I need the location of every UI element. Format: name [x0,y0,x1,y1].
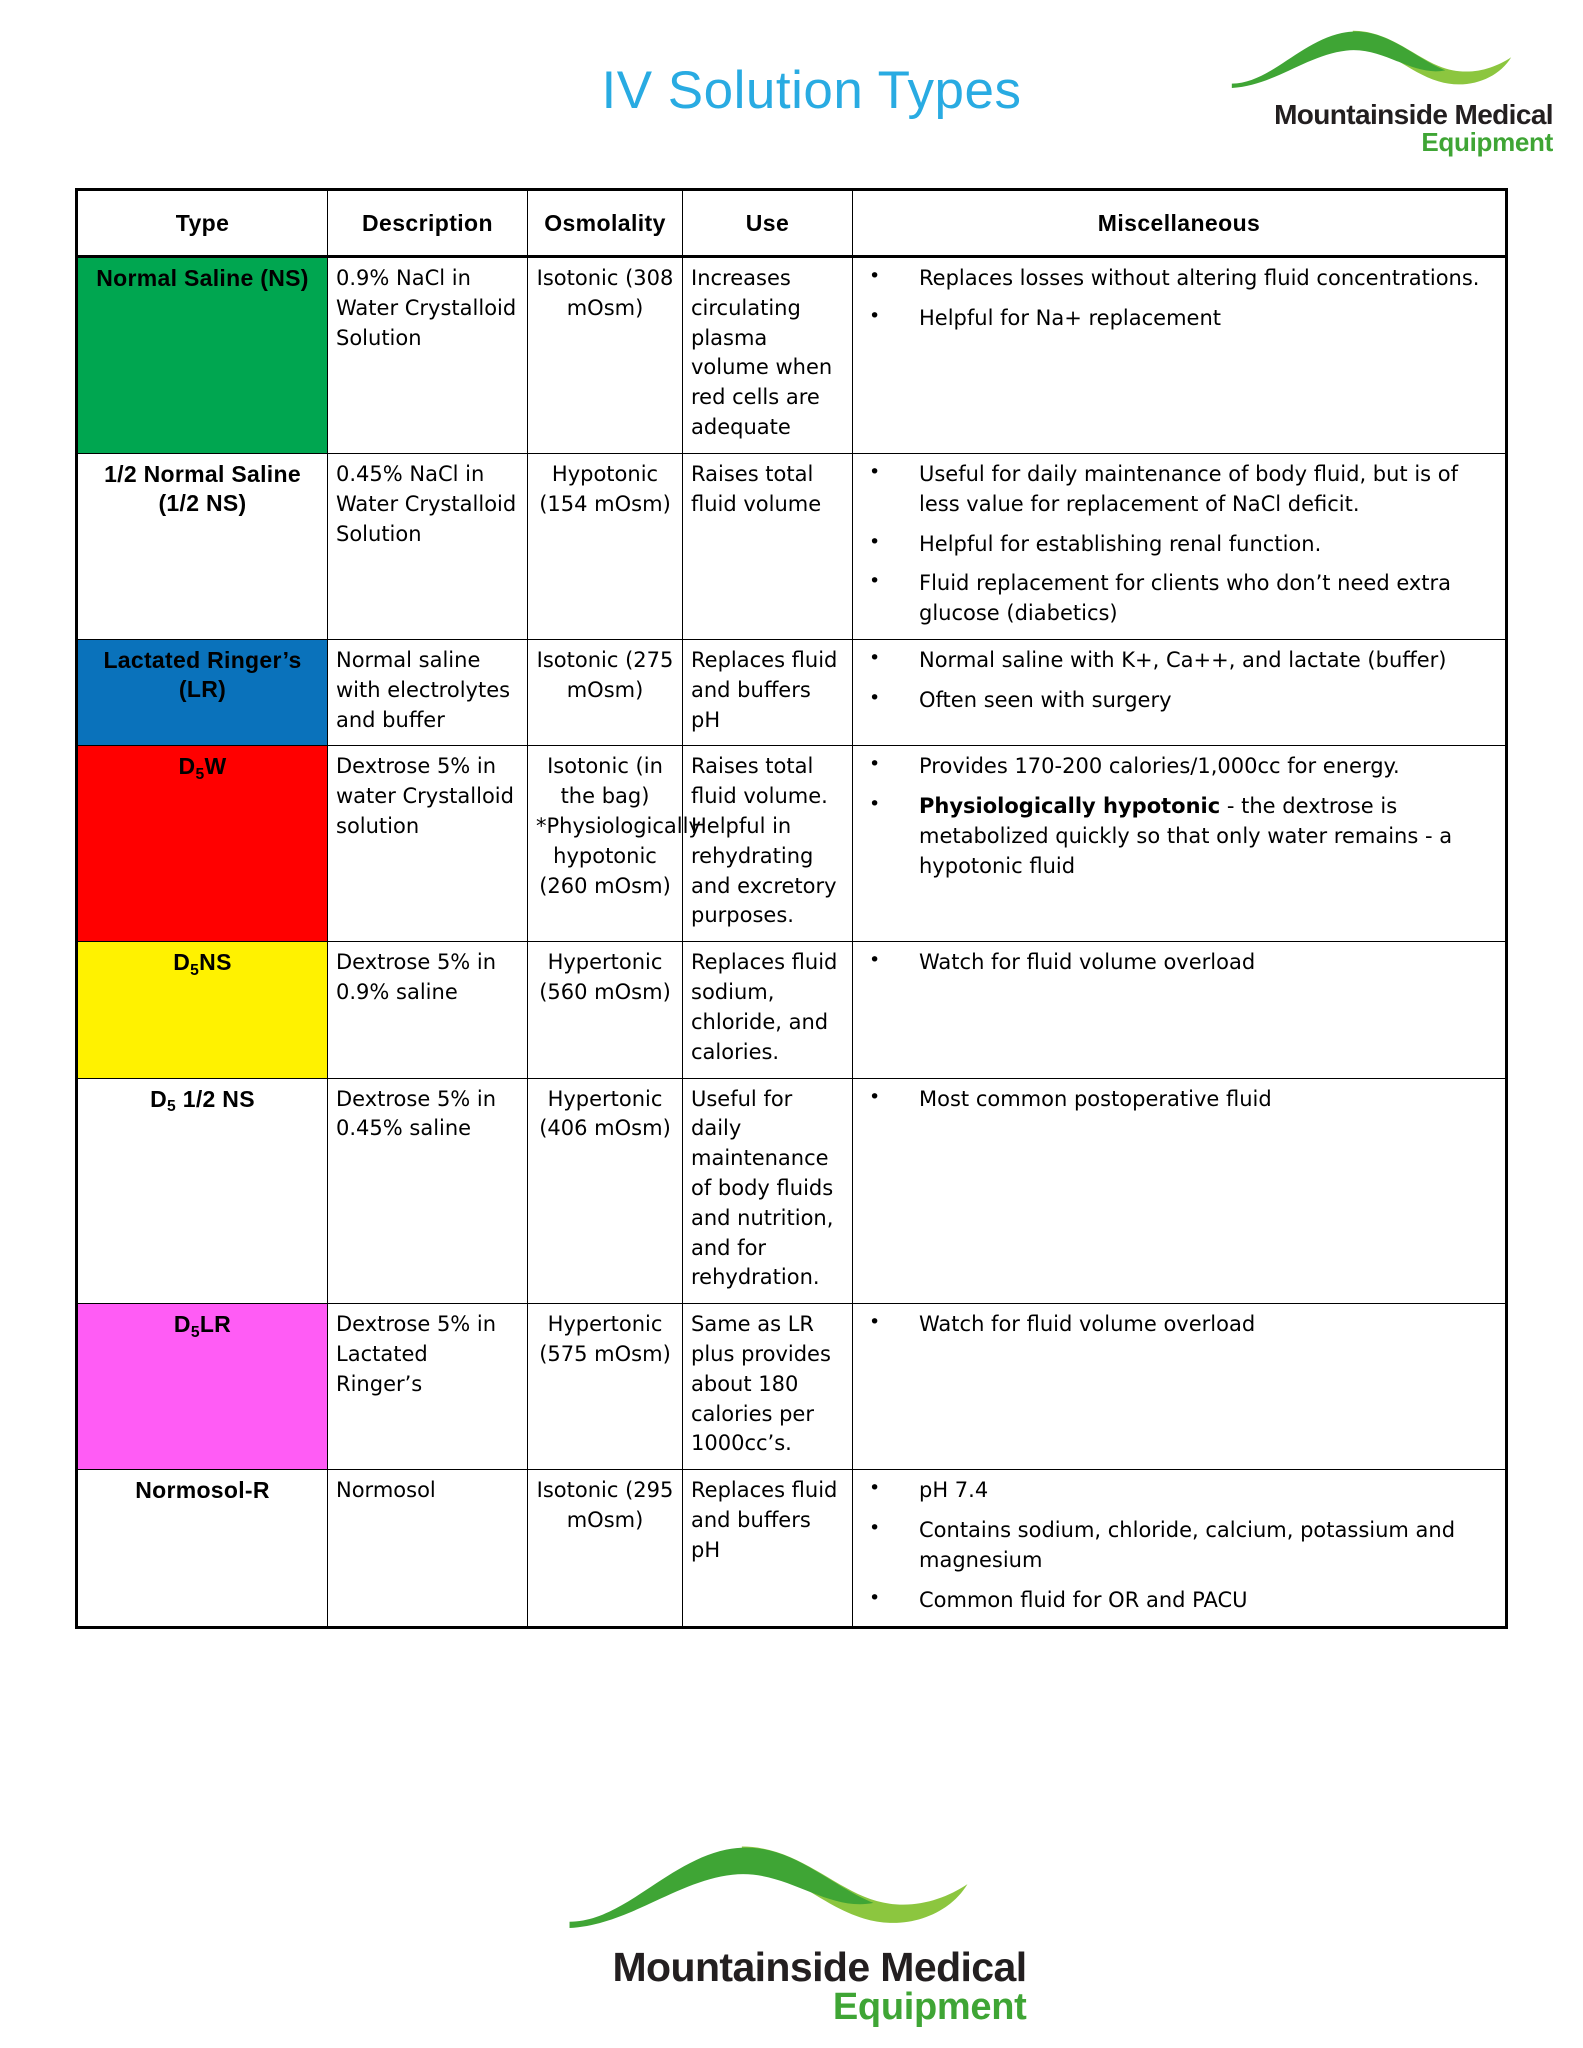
misc-bullet-item: • Replaces losses without altering fluid concentrations. [861,264,1497,294]
cell-description: Dextrose 5% in 0.45% saline [328,1078,528,1304]
column-header-type: Type [77,190,328,257]
cell-description: Dextrose 5% in water Crystalloid solution [328,746,528,942]
mountain-logo-icon [557,1834,1027,1947]
misc-bullet-item: • Normal saline with K+, Ca++, and lactate (buffer) [861,646,1497,676]
column-header-miscellaneous: Miscellaneous [853,190,1507,257]
misc-bullet-item: • Watch for fluid volume overload [861,948,1497,978]
misc-bullet-item: • Watch for fluid volume overload [861,1310,1497,1340]
cell-osmolality: Isotonic (308 mOsm) [528,257,683,454]
cell-osmolality: Hypertonic (560 mOsm) [528,942,683,1078]
cell-miscellaneous [853,453,1507,639]
column-header-description: Description [328,190,528,257]
misc-bullet-list [861,752,1497,881]
table-row [77,257,1507,454]
misc-bullet-list [861,1476,1497,1615]
table-body [77,257,1507,1628]
table-row [77,1470,1507,1627]
cell-description: Normosol [328,1470,528,1627]
cell-description: 0.45% NaCl in Water Crystalloid Solution [328,453,528,639]
column-header-use: Use [683,190,853,257]
table-row [77,639,1507,745]
cell-use: Raises total fluid volume [683,453,853,639]
column-header-osmolality: Osmolality [528,190,683,257]
misc-bullet-item: • Common fluid for OR and PACU [861,1586,1497,1616]
misc-bullet-item: • Often seen with surgery [861,686,1497,716]
cell-type: Lactated Ringer’s (LR) [77,639,328,745]
brand-line2: Equipment [832,1986,1027,2028]
cell-miscellaneous [853,1304,1507,1470]
misc-bullet-list [861,948,1497,978]
misc-bullet-item: • Physiologically hypotonic - the dextrose is metabolized quickly so that only water remains - a hypotonic fluid [861,792,1497,881]
cell-description: Dextrose 5% in 0.9% saline [328,942,528,1078]
cell-miscellaneous [853,639,1507,745]
page-footer [0,1848,1583,2048]
table-row [77,942,1507,1078]
misc-bullet-item: • Useful for daily maintenance of body fluid, but is of less value for replacement of NaCl deficit. [861,460,1497,520]
cell-type: $D_5LR$ [77,1304,328,1470]
cell-type: Normosol-R [77,1470,328,1627]
misc-bullet-list [861,460,1497,629]
misc-bullet-item: • Fluid replacement for clients who don’t need extra glucose (diabetics) [861,569,1497,629]
misc-bullet-item: • Helpful for establishing renal function. [861,530,1497,560]
cell-use: Useful for daily maintenance of body fluids and nutrition, and for rehydration. [683,1078,853,1304]
cell-use: Same as LR plus provides about 180 calories per 1000cc’s. [683,1304,853,1470]
cell-miscellaneous [853,942,1507,1078]
cell-type: $D_5NS$ [77,942,328,1078]
misc-bullet-list [861,1310,1497,1340]
table-row [77,1304,1507,1470]
cell-miscellaneous [853,257,1507,454]
cell-description: 0.9% NaCl in Water Crystalloid Solution [328,257,528,454]
cell-osmolality: Isotonic (275 mOsm) [528,639,683,745]
cell-type: $D_5$ 1/2 NS [77,1078,328,1304]
misc-bullet-list [861,1085,1497,1115]
table-row [77,746,1507,942]
brand-wordmark [557,1944,1027,2028]
misc-bullet-list [861,646,1497,716]
cell-use: Replaces fluid sodium, chloride, and calories. [683,942,853,1078]
brand-line2: Equipment [1421,127,1553,158]
cell-miscellaneous [853,1078,1507,1304]
brand-line1: Mountainside Medical [1274,99,1553,131]
cell-type: Normal Saline (NS) [77,257,328,454]
table-row [77,1078,1507,1304]
cell-osmolality: Isotonic (295 mOsm) [528,1470,683,1627]
brand-line1: Mountainside Medical [612,1944,1027,1990]
misc-bullet-item: • pH 7.4 [861,1476,1497,1506]
page-header [0,0,1583,158]
cell-type: $D_5W$ [77,746,328,942]
cell-description: Normal saline with electrolytes and buffer [328,639,528,745]
misc-bullet-item: • Contains sodium, chloride, calcium, potassium and magnesium [861,1516,1497,1576]
table-header-row [77,190,1507,257]
cell-use: Increases circulating plasma volume when red cells are adequate [683,257,853,454]
cell-use: Replaces fluid and buffers pH [683,1470,853,1627]
table-row [77,453,1507,639]
cell-use: Raises total fluid volume. Helpful in rehydrating and excretory purposes. [683,746,853,942]
brand-logo-bottom [557,1834,1027,2026]
misc-bullet-list [861,264,1497,334]
misc-bullet-item: • Helpful for Na+ replacement [861,304,1497,334]
cell-description: Dextrose 5% in Lactated Ringer’s [328,1304,528,1470]
misc-bullet-item: • Provides 170-200 calories/1,000cc for energy. [861,752,1497,782]
cell-osmolality: Isotonic (in the bag) *Physiologically hypotonic (260 mOsm) [528,746,683,942]
cell-osmolality: Hypertonic (575 mOsm) [528,1304,683,1470]
page-title: IV Solution Types [601,61,1022,120]
cell-miscellaneous [853,746,1507,942]
misc-bullet-emphasis: Physiologically hypotonic [919,794,1221,819]
misc-bullet-item: • Most common postoperative fluid [861,1085,1497,1115]
cell-osmolality: Hypotonic (154 mOsm) [528,453,683,639]
cell-osmolality: Hypertonic (406 mOsm) [528,1078,683,1304]
cell-type: 1/2 Normal Saline (1/2 NS) [77,453,328,639]
iv-solution-table [75,188,1508,1629]
cell-miscellaneous [853,1470,1507,1627]
cell-use: Replaces fluid and buffers pH [683,639,853,745]
iv-solution-table-container [75,188,1505,1629]
